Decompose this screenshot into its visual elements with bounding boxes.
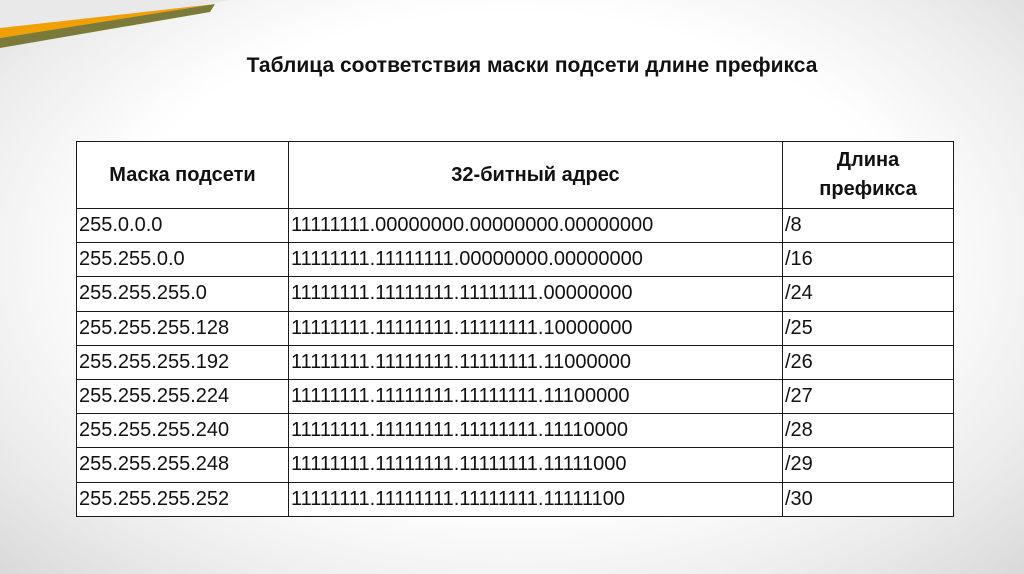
cell-prefix: /16 (783, 243, 954, 277)
corner-decoration (0, 0, 230, 60)
cell-binary: 11111111.11111111.11111111.10000000 (289, 311, 783, 345)
cell-binary: 11111111.11111111.11111111.11111000 (289, 448, 783, 482)
cell-prefix: /30 (783, 482, 954, 516)
cell-mask: 255.255.255.252 (77, 482, 289, 516)
cell-binary: 11111111.11111111.11111111.00000000 (289, 277, 783, 311)
cell-binary: 11111111.00000000.00000000.00000000 (289, 209, 783, 243)
cell-mask: 255.255.255.224 (77, 379, 289, 413)
header-subnet-mask: Маска подсети (77, 142, 289, 209)
table-row (77, 379, 954, 413)
cell-prefix: /28 (783, 414, 954, 448)
table-row (77, 448, 954, 482)
header-prefix-length: Длина префикса (783, 142, 954, 209)
cell-prefix: /8 (783, 209, 954, 243)
slide-title: Таблица соответствия маски подсети длине префикса (246, 54, 818, 77)
cell-mask: 255.0.0.0 (77, 209, 289, 243)
cell-mask: 255.255.255.248 (77, 448, 289, 482)
cell-mask: 255.255.255.128 (77, 311, 289, 345)
table-row (77, 277, 954, 311)
cell-mask: 255.255.0.0 (77, 243, 289, 277)
table-row (77, 311, 954, 345)
header-32bit-address: 32-битный адрес (289, 142, 783, 209)
cell-mask: 255.255.255.192 (77, 345, 289, 379)
cell-prefix: /27 (783, 379, 954, 413)
cell-prefix: /26 (783, 345, 954, 379)
cell-mask: 255.255.255.240 (77, 414, 289, 448)
table-row (77, 209, 954, 243)
table-row (77, 345, 954, 379)
table-header-row (77, 142, 954, 209)
cell-binary: 11111111.11111111.11111111.11000000 (289, 345, 783, 379)
cell-prefix: /24 (783, 277, 954, 311)
cell-prefix: /29 (783, 448, 954, 482)
table-row (77, 482, 954, 516)
subnet-mask-table (76, 141, 954, 517)
cell-binary: 11111111.11111111.00000000.00000000 (289, 243, 783, 277)
cell-binary: 11111111.11111111.11111111.11100000 (289, 379, 783, 413)
table-row (77, 243, 954, 277)
cell-mask: 255.255.255.0 (77, 277, 289, 311)
cell-binary: 11111111.11111111.11111111.11111100 (289, 482, 783, 516)
table-row (77, 414, 954, 448)
cell-binary: 11111111.11111111.11111111.11110000 (289, 414, 783, 448)
cell-prefix: /25 (783, 311, 954, 345)
